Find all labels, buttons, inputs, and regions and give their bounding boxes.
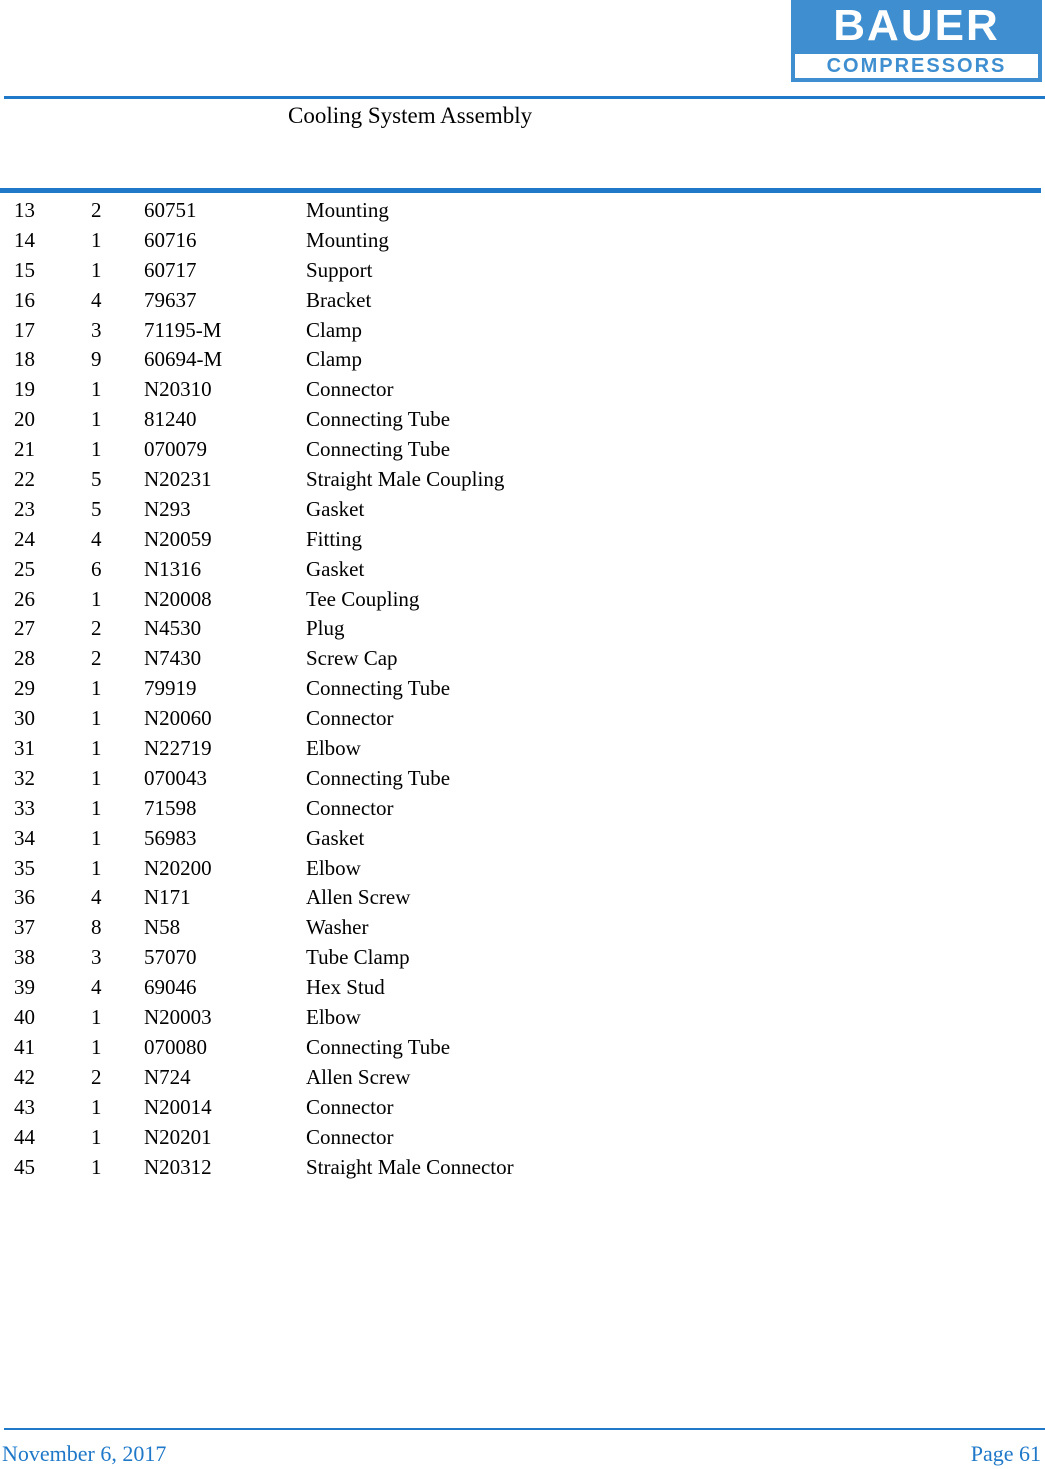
description: Allen Screw <box>306 1064 411 1089</box>
item-number: 37 <box>14 915 35 940</box>
part-number: 60694-M <box>144 347 223 372</box>
logo-subtitle-text: COMPRESSORS <box>794 53 1039 79</box>
table-row <box>0 286 1045 316</box>
table-row <box>0 196 1045 226</box>
description: Bracket <box>306 287 372 312</box>
description: Fitting <box>306 526 363 551</box>
description: Straight Male Connector <box>306 1154 514 1179</box>
part-number: 71598 <box>144 795 197 820</box>
description: Connector <box>306 377 394 402</box>
quantity: 9 <box>91 347 102 372</box>
description: Connecting Tube <box>306 676 451 701</box>
item-number: 21 <box>14 437 35 462</box>
quantity: 8 <box>91 915 102 940</box>
quantity: 1 <box>91 407 102 432</box>
header-divider <box>4 96 1045 99</box>
quantity: 6 <box>91 556 102 581</box>
item-number: 28 <box>14 646 35 671</box>
description: Gasket <box>306 496 365 521</box>
table-row <box>0 1153 1045 1183</box>
table-row <box>0 1063 1045 1093</box>
quantity: 4 <box>91 287 102 312</box>
bauer-compressors-logo <box>791 0 1042 82</box>
table-row <box>0 644 1045 674</box>
quantity: 1 <box>91 736 102 761</box>
item-number: 31 <box>14 736 35 761</box>
part-number: 60751 <box>144 198 197 222</box>
part-number: N20060 <box>144 706 212 731</box>
description: Connecting Tube <box>306 765 451 790</box>
table-top-divider <box>0 188 1041 193</box>
part-number: 79919 <box>144 676 197 701</box>
page-title: Cooling System Assembly <box>288 103 533 128</box>
part-number: 81240 <box>144 407 197 432</box>
item-number: 17 <box>14 317 35 342</box>
description: Gasket <box>306 825 365 850</box>
description: Support <box>306 257 373 282</box>
description: Washer <box>306 915 369 940</box>
part-number: 60716 <box>144 227 197 252</box>
part-number: N1316 <box>144 556 202 581</box>
part-number: N22719 <box>144 736 212 761</box>
item-number: 39 <box>14 975 35 1000</box>
quantity: 1 <box>91 437 102 462</box>
table-row <box>0 794 1045 824</box>
part-number: N20059 <box>144 526 212 551</box>
quantity: 2 <box>91 198 102 222</box>
description: Mounting <box>306 198 389 222</box>
part-number: N20008 <box>144 586 212 611</box>
part-number: N171 <box>144 885 191 910</box>
table-row <box>0 375 1045 405</box>
part-number: N20312 <box>144 1154 212 1179</box>
quantity: 1 <box>91 257 102 282</box>
table-row <box>0 555 1045 585</box>
part-number: 60717 <box>144 257 197 282</box>
part-number: N20014 <box>144 1094 212 1119</box>
quantity: 3 <box>91 945 102 970</box>
table-row <box>0 854 1045 884</box>
quantity: 2 <box>91 616 102 641</box>
description: Connecting Tube <box>306 437 451 462</box>
part-number: N4530 <box>144 616 202 641</box>
part-number: N20200 <box>144 855 212 880</box>
quantity: 1 <box>91 1005 102 1030</box>
quantity: 1 <box>91 706 102 731</box>
item-number: 14 <box>14 227 35 252</box>
description: Plug <box>306 616 345 641</box>
item-number: 42 <box>14 1064 35 1089</box>
part-number: 57070 <box>144 945 197 970</box>
quantity: 2 <box>91 1064 102 1089</box>
part-number: N20310 <box>144 377 212 402</box>
table-row <box>0 585 1045 615</box>
footer-date: November 6, 2017 <box>2 1441 167 1466</box>
quantity: 1 <box>91 825 102 850</box>
part-number: N20231 <box>144 467 212 492</box>
part-number: N58 <box>144 915 181 940</box>
table-row <box>0 525 1045 555</box>
table-row <box>0 226 1045 256</box>
table-row <box>0 734 1045 764</box>
part-number: 79637 <box>144 287 197 312</box>
quantity: 5 <box>91 496 102 521</box>
part-number: 070080 <box>144 1034 207 1059</box>
item-number: 36 <box>14 885 35 910</box>
item-number: 40 <box>14 1005 35 1030</box>
quantity: 4 <box>91 526 102 551</box>
description: Connector <box>306 795 394 820</box>
item-number: 27 <box>14 616 35 641</box>
description: Allen Screw <box>306 885 411 910</box>
part-number: N7430 <box>144 646 202 671</box>
table-row <box>0 674 1045 704</box>
description: Hex Stud <box>306 975 385 1000</box>
table-row <box>0 614 1045 644</box>
description: Clamp <box>306 347 362 372</box>
item-number: 22 <box>14 467 35 492</box>
table-row <box>0 973 1045 1003</box>
item-number: 43 <box>14 1094 35 1119</box>
item-number: 45 <box>14 1154 35 1179</box>
quantity: 3 <box>91 317 102 342</box>
table-row <box>0 943 1045 973</box>
page-number: Page 61 <box>970 1441 1041 1466</box>
part-number: 69046 <box>144 975 197 1000</box>
parts-list <box>0 196 1045 1182</box>
quantity: 2 <box>91 646 102 671</box>
item-number: 30 <box>14 706 35 731</box>
quantity: 1 <box>91 1094 102 1119</box>
quantity: 1 <box>91 586 102 611</box>
description: Connector <box>306 1094 394 1119</box>
description: Tee Coupling <box>306 586 420 611</box>
table-row <box>0 883 1045 913</box>
item-number: 20 <box>14 407 35 432</box>
quantity: 1 <box>91 765 102 790</box>
item-number: 44 <box>14 1124 35 1149</box>
table-row <box>0 913 1045 943</box>
table-row <box>0 465 1045 495</box>
item-number: 38 <box>14 945 35 970</box>
item-number: 33 <box>14 795 35 820</box>
table-row <box>0 345 1045 375</box>
item-number: 41 <box>14 1034 35 1059</box>
table-row <box>0 764 1045 794</box>
table-row <box>0 316 1045 346</box>
description: Connector <box>306 1124 394 1149</box>
part-number: N293 <box>144 496 191 521</box>
quantity: 1 <box>91 1034 102 1059</box>
table-row <box>0 1033 1045 1063</box>
part-number: N20003 <box>144 1005 212 1030</box>
table-row <box>0 256 1045 286</box>
item-number: 26 <box>14 586 35 611</box>
quantity: 1 <box>91 1124 102 1149</box>
description: Clamp <box>306 317 362 342</box>
description: Mounting <box>306 227 389 252</box>
item-number: 24 <box>14 526 35 551</box>
part-number: N20201 <box>144 1124 212 1149</box>
quantity: 4 <box>91 975 102 1000</box>
description: Connecting Tube <box>306 407 451 432</box>
description: Elbow <box>306 855 361 880</box>
item-number: 15 <box>14 257 35 282</box>
logo-brand-text: BAUER <box>833 1 1000 50</box>
table-row <box>0 704 1045 734</box>
part-number: 070043 <box>144 765 207 790</box>
description: Connector <box>306 706 394 731</box>
table-row <box>0 435 1045 465</box>
description: Tube Clamp <box>306 945 410 970</box>
quantity: 1 <box>91 377 102 402</box>
table-row <box>0 405 1045 435</box>
item-number: 35 <box>14 855 35 880</box>
table-row <box>0 1093 1045 1123</box>
table-row <box>0 1003 1045 1033</box>
quantity: 5 <box>91 467 102 492</box>
footer-divider <box>4 1428 1045 1430</box>
table-row <box>0 495 1045 525</box>
quantity: 1 <box>91 676 102 701</box>
quantity: 1 <box>91 227 102 252</box>
item-number: 29 <box>14 676 35 701</box>
item-number: 13 <box>14 198 35 222</box>
description: Elbow <box>306 736 361 761</box>
part-number: 070079 <box>144 437 207 462</box>
quantity: 4 <box>91 885 102 910</box>
description: Connecting Tube <box>306 1034 451 1059</box>
item-number: 19 <box>14 377 35 402</box>
table-row <box>0 824 1045 854</box>
quantity: 1 <box>91 795 102 820</box>
item-number: 18 <box>14 347 35 372</box>
table-row <box>0 1123 1045 1153</box>
quantity: 1 <box>91 1154 102 1179</box>
description: Straight Male Coupling <box>306 467 505 492</box>
item-number: 23 <box>14 496 35 521</box>
quantity: 1 <box>91 855 102 880</box>
item-number: 32 <box>14 765 35 790</box>
part-number: N724 <box>144 1064 191 1089</box>
description: Screw Cap <box>306 646 398 671</box>
part-number: 71195-M <box>144 317 222 342</box>
part-number: 56983 <box>144 825 197 850</box>
description: Gasket <box>306 556 365 581</box>
item-number: 16 <box>14 287 35 312</box>
item-number: 34 <box>14 825 35 850</box>
description: Elbow <box>306 1005 361 1030</box>
item-number: 25 <box>14 556 35 581</box>
